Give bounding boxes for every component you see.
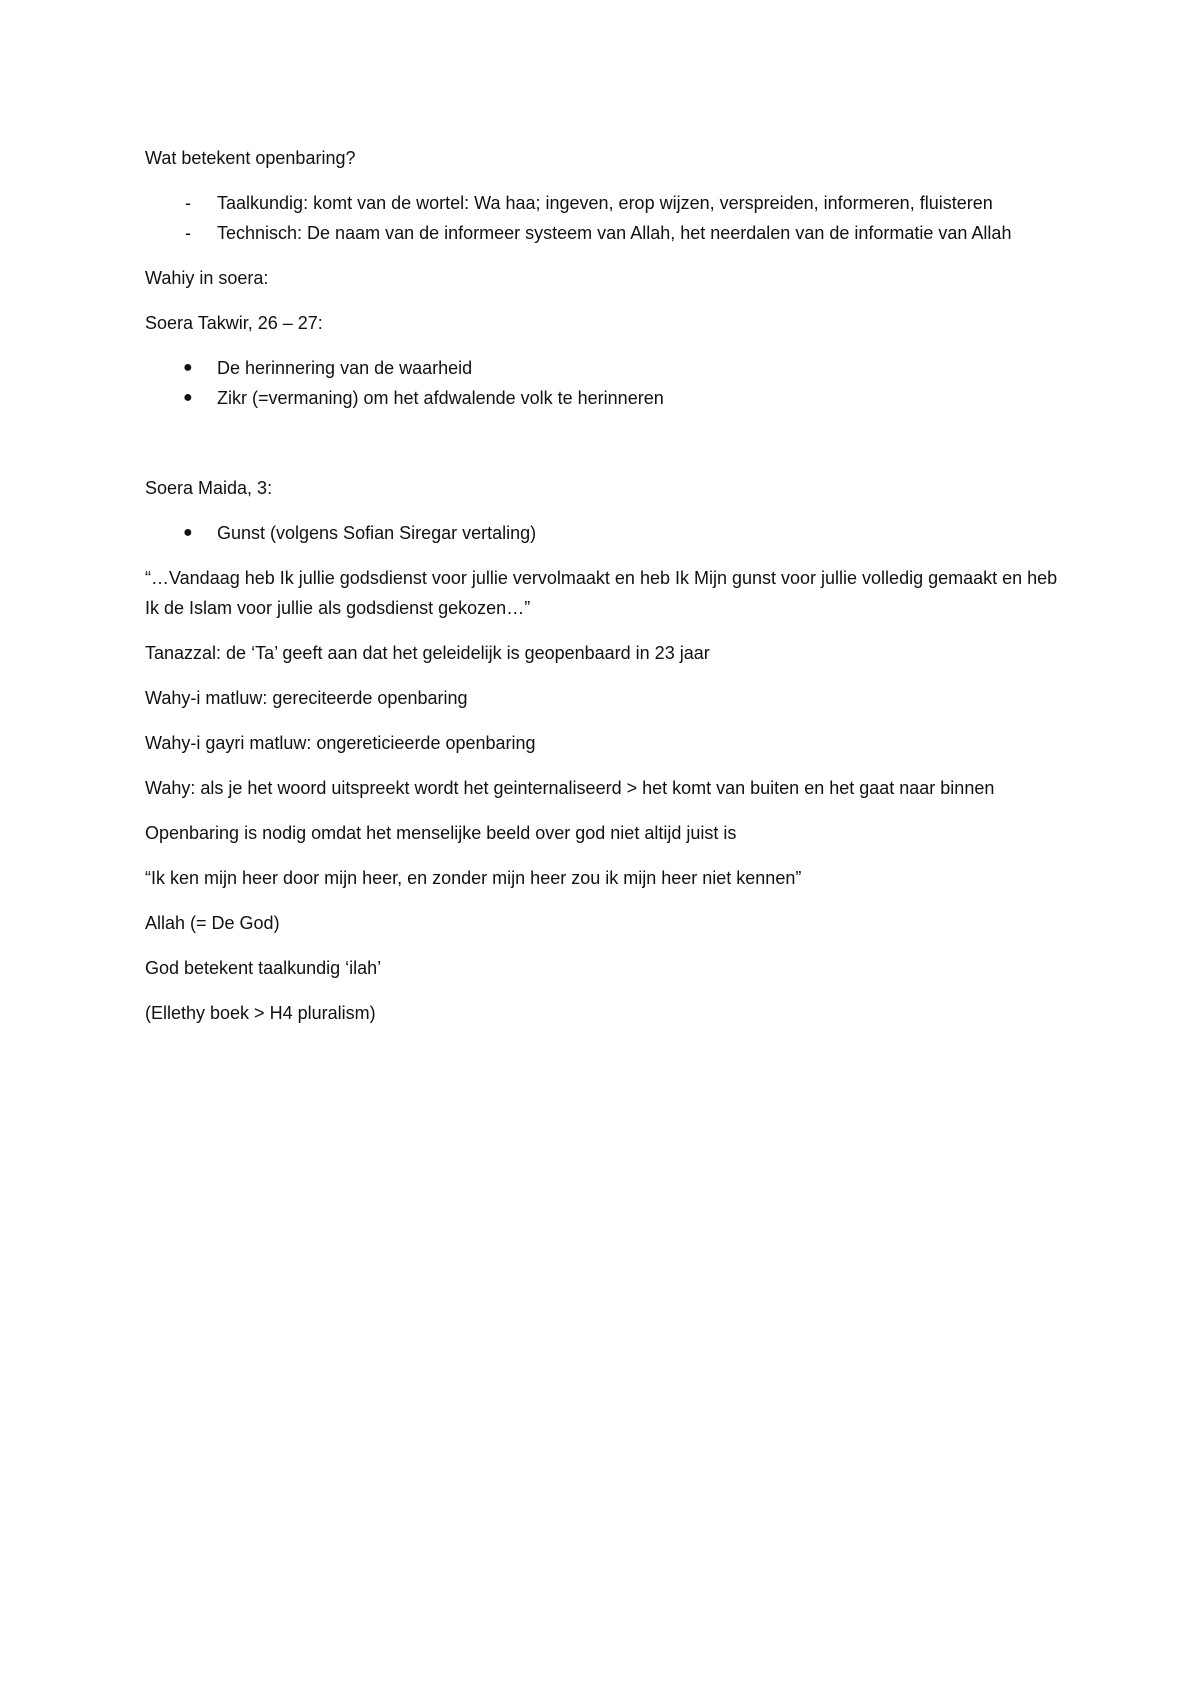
text-paragraph: Wahy: als je het woord uitspreekt wordt het geinternaliseerd > het komt van buiten en het gaat naar binnen (145, 778, 995, 798)
maida-bullet-list (145, 518, 1075, 548)
list-item-text: Taalkundig: komt van de wortel: Wa haa; ingeven, erop wijzen, verspreiden, informeren, fluisteren (217, 193, 993, 213)
heading-question: Wat betekent openbaring? (145, 148, 356, 168)
quote-paragraph: “Ik ken mijn heer door mijn heer, en zonder mijn heer zou ik mijn heer niet kennen” (145, 868, 802, 888)
text-paragraph: Wahy-i matluw: gereciteerde openbaring (145, 688, 468, 708)
text-paragraph: Openbaring is nodig omdat het menselijke beeld over god niet altijd juist is (145, 823, 737, 843)
bullet-marker: ● (183, 524, 193, 541)
dash-marker: - (185, 223, 191, 243)
text-paragraph: (Ellethy boek > H4 pluralism) (145, 1003, 376, 1023)
bullet-marker: ● (183, 389, 193, 406)
list-item-text: De herinnering van de waarheid (217, 358, 473, 378)
definition-list (145, 188, 1075, 248)
section-title-maida: Soera Maida, 3: (145, 478, 273, 498)
blank-spacer (145, 428, 1075, 473)
list-item (145, 218, 1075, 248)
document-body (145, 143, 1075, 1043)
text-paragraph: God betekent taalkundig ‘ilah’ (145, 958, 382, 978)
list-item (145, 353, 1075, 383)
list-item-text: Technisch: De naam van de informeer systeem van Allah, het neerdalen van de informatie van Allah (217, 223, 1012, 243)
text-paragraph: Allah (= De God) (145, 913, 280, 933)
section-title-wahiy: Wahiy in soera: (145, 268, 269, 288)
quote-paragraph: “…Vandaag heb Ik jullie godsdienst voor jullie vervolmaakt en heb Ik Mijn gunst voor jullie volledig gemaakt en heb Ik de Islam voor jullie als godsdienst gekozen…” (145, 568, 1058, 618)
section-title-takwir: Soera Takwir, 26 – 27: (145, 313, 323, 333)
dash-marker: - (185, 193, 191, 213)
text-paragraph: Tanazzal: de ‘Ta’ geeft aan dat het geleidelijk is geopenbaard in 23 jaar (145, 643, 710, 663)
list-item (145, 518, 1075, 548)
list-item (145, 383, 1075, 413)
list-item-text: Zikr (=vermaning) om het afdwalende volk te herinneren (217, 388, 664, 408)
takwir-bullet-list (145, 353, 1075, 413)
list-item-text: Gunst (volgens Sofian Siregar vertaling) (217, 523, 537, 543)
list-item (145, 188, 1075, 218)
bullet-marker: ● (183, 359, 193, 376)
text-paragraph: Wahy-i gayri matluw: ongereticieerde openbaring (145, 733, 536, 753)
